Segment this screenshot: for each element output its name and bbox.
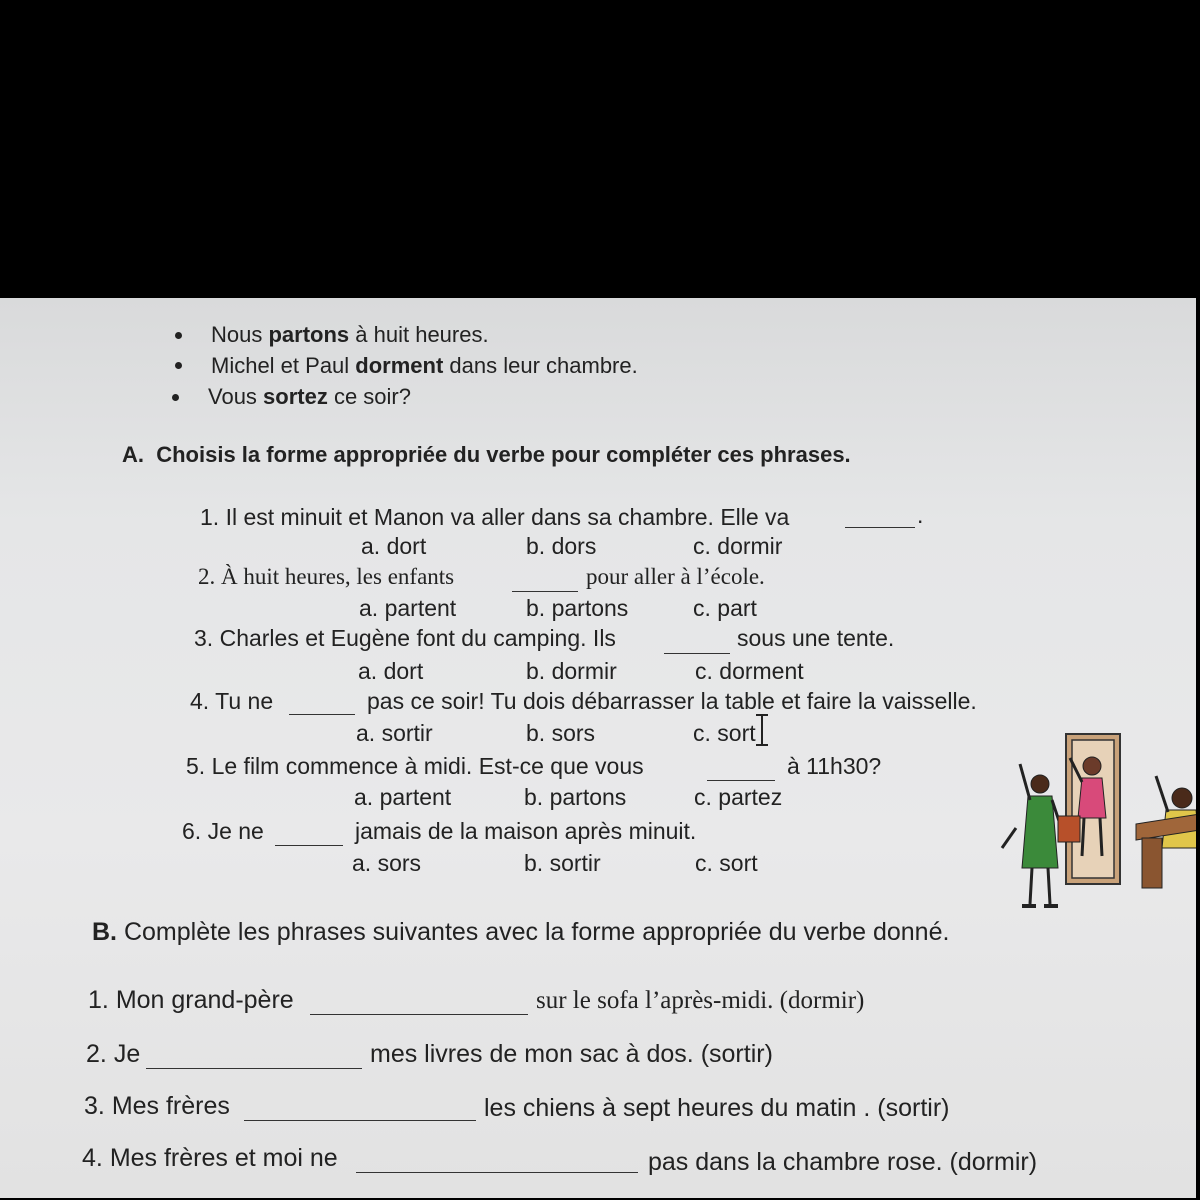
question-number: 6. xyxy=(182,818,202,844)
option-a[interactable]: a. dort xyxy=(358,658,424,684)
question-a1 xyxy=(200,504,789,531)
question-number: 4. xyxy=(82,1144,103,1172)
black-background xyxy=(0,0,1200,298)
question-b4 xyxy=(82,1144,338,1173)
bullet-verb: partons xyxy=(268,322,350,347)
question-text: Mon grand-père xyxy=(115,986,294,1014)
section-b-heading xyxy=(92,918,949,947)
question-b3 xyxy=(84,1092,230,1121)
answer-blank[interactable] xyxy=(310,1014,528,1015)
question-end xyxy=(536,986,864,1015)
question-a5 xyxy=(186,753,644,780)
classroom-illustration xyxy=(996,728,1196,928)
option-c[interactable]: c. sort xyxy=(693,720,756,746)
option-b[interactable]: b. partons xyxy=(526,595,629,621)
question-end: jamais de la maison après minuit. xyxy=(355,818,697,844)
option-c[interactable]: c. dorment xyxy=(695,658,804,684)
question-a6 xyxy=(182,818,264,845)
question-text: Charles et Eugène font du camping. Ils xyxy=(219,625,616,651)
question-b2 xyxy=(86,1040,140,1069)
bullet-verb: dorment xyxy=(355,353,444,378)
question-end: pas ce soir! Tu dois débarrasser la table et faire la vaisselle. xyxy=(367,688,977,714)
question-text: À huit heures, les enfants xyxy=(221,564,455,589)
question-text: sur le sofa l’après-midi. (dormir) xyxy=(536,987,865,1014)
bullet-text: à huit heures. xyxy=(349,322,489,347)
option-c[interactable]: c. part xyxy=(693,595,757,621)
question-number: 2. xyxy=(198,564,216,589)
question-text: Je ne xyxy=(207,818,264,844)
option-a[interactable]: a. partent xyxy=(359,595,457,621)
bullet-icon xyxy=(175,332,182,339)
question-number: 2. xyxy=(86,1040,107,1068)
question-number: 4. xyxy=(190,688,210,714)
question-end: pour aller à l’école. xyxy=(586,564,765,589)
bullet-icon xyxy=(175,362,182,369)
answer-blank[interactable] xyxy=(512,591,578,592)
question-end: les chiens à sept heures du matin . (sortir) xyxy=(484,1094,950,1122)
question-text: Je xyxy=(113,1040,141,1068)
bullet-sentence-3 xyxy=(208,384,411,410)
question-text: Tu ne xyxy=(215,688,274,714)
question-text: Mes frères et moi ne xyxy=(109,1144,338,1172)
answer-blank[interactable] xyxy=(664,653,730,654)
option-c[interactable]: c. sort xyxy=(695,850,758,876)
question-end: sous une tente. xyxy=(737,625,895,651)
answer-blank[interactable] xyxy=(356,1172,638,1173)
option-a[interactable]: a. partent xyxy=(354,784,452,810)
bullet-sentence-2 xyxy=(211,353,638,379)
question-b1 xyxy=(88,986,294,1015)
question-a2 xyxy=(198,564,454,590)
question-text: Il est minuit et Manon va aller dans sa chambre. Elle va xyxy=(225,504,790,530)
question-end: mes livres de mon sac à dos. (sortir) xyxy=(370,1040,773,1068)
answer-blank[interactable] xyxy=(845,527,915,528)
bullet-icon xyxy=(172,394,179,401)
section-a-heading xyxy=(122,442,851,468)
option-b[interactable]: b. partons xyxy=(524,784,627,810)
section-title: Complète les phrases suivantes avec la forme appropriée du verbe donné. xyxy=(123,918,950,946)
question-text: Mes frères xyxy=(111,1092,230,1120)
bullet-verb: sortez xyxy=(263,384,328,409)
section-letter: B. xyxy=(92,918,117,946)
answer-blank[interactable] xyxy=(707,780,775,781)
option-c[interactable]: c. dormir xyxy=(693,533,783,559)
section-letter: A. xyxy=(122,442,144,467)
question-number: 3. xyxy=(84,1092,105,1120)
answer-blank[interactable] xyxy=(146,1068,362,1069)
question-number: 3. xyxy=(194,625,214,651)
question-text: Le film commence à midi. Est-ce que vous xyxy=(211,753,644,779)
bullet-text: Michel et Paul xyxy=(211,353,356,378)
bullet-sentence-1 xyxy=(211,322,489,348)
question-number: 1. xyxy=(88,986,109,1014)
question-number: 1. xyxy=(200,504,220,530)
question-end: . xyxy=(917,502,924,528)
question-a4 xyxy=(190,688,273,715)
answer-blank[interactable] xyxy=(275,845,343,846)
question-end: à 11h30? xyxy=(787,753,882,779)
bullet-text: ce soir? xyxy=(327,384,411,409)
option-a[interactable]: a. sortir xyxy=(356,720,433,746)
bullet-text: dans leur chambre. xyxy=(443,353,638,378)
option-a[interactable]: a. sors xyxy=(352,850,422,876)
option-b[interactable]: b. sortir xyxy=(524,850,601,876)
worksheet-page xyxy=(0,298,1196,1198)
text-cursor-icon xyxy=(752,712,772,748)
question-number: 5. xyxy=(186,753,206,779)
bullet-text: Nous xyxy=(211,322,269,347)
answer-blank[interactable] xyxy=(244,1120,476,1121)
option-b[interactable]: b. sors xyxy=(526,720,596,746)
bullet-text: Vous xyxy=(208,384,264,409)
option-a[interactable]: a. dort xyxy=(361,533,427,559)
option-b[interactable]: b. dormir xyxy=(526,658,617,684)
answer-blank[interactable] xyxy=(289,714,355,715)
question-end: pas dans la chambre rose. (dormir) xyxy=(648,1148,1038,1176)
option-c[interactable]: c. partez xyxy=(694,784,783,810)
section-title: Choisis la forme appropriée du verbe pour compléter ces phrases. xyxy=(156,442,851,467)
question-a3 xyxy=(194,625,616,652)
option-b[interactable]: b. dors xyxy=(526,533,597,559)
